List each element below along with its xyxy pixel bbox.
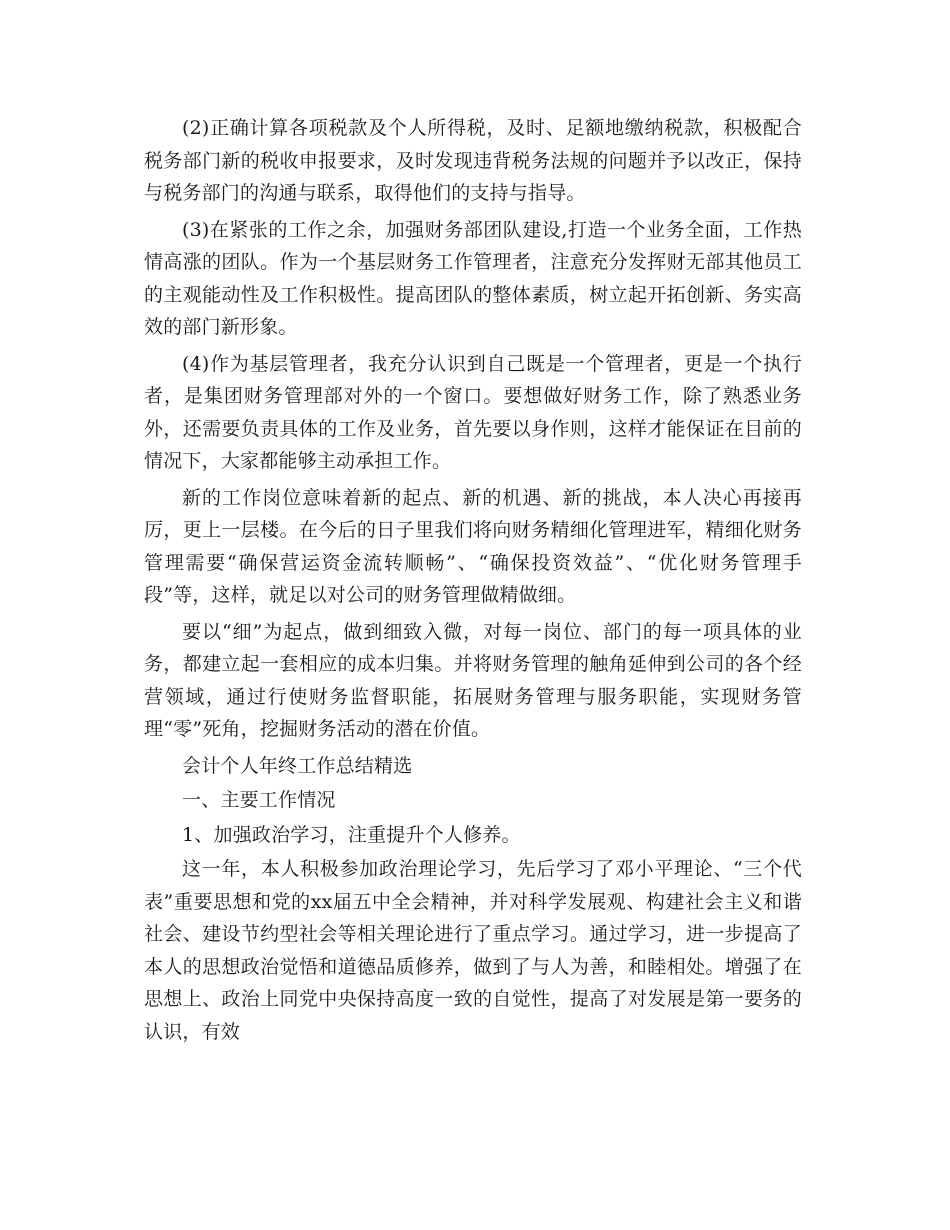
section-title: 会计个人年终工作总结精选: [182, 754, 413, 777]
paragraph-tax-item-2: (2)正确计算各项税款及个人所得税，及时、足额地缴纳税款，积极配合税务部门新的税收申报要求，及时发现违背税务法规的问题并予以改正，保持与税务部门的沟通与联系，取得他们的支持与指导。: [144, 117, 802, 204]
paragraph-team-item-3: (3)在紧张的工作之余，加强财务部团队建设,打造一个业务全面，工作热情高涨的团队。作为一个基层财务工作管理者，注意充分发挥财无部其他员工的主观能动性及工作积极性。提高团队的整体素质，树立起开拓创新、务实高效的部门新形象。: [144, 218, 802, 338]
paragraph-new-position: 新的工作岗位意味着新的起点、新的机遇、新的挑战，本人决心再接再厉，更上一层楼。在今后的日子里我们将向财务精细化管理进军，精细化财务管理需要“确保营运资金流转顺畅”、“确保投资效益”、“优化财务管理手段”等，这样，就足以对公司的财务管理做精做细。: [144, 486, 802, 606]
paragraph-political-study: 这一年，本人积极参加政治理论学习，先后学习了邓小平理论、“三个代表”重要思想和党的xx届五中全会精神，并对科学发展观、构建社会主义和谐社会、建设节约型社会等相关理论进行了重点学习。通过学习，进一步提高了本人的思想政治觉悟和道德品质修养，做到了与人为善，和睦相处。增强了在思想上、政治上同党中央保持高度一致的自觉性，提高了对发展是第一要务的认识，有效: [144, 858, 802, 1043]
paragraph-manager-item-4: (4)作为基层管理者，我充分认识到自己既是一个管理者，更是一个执行者，是集团财务管理部对外的一个窗口。要想做好财务工作，除了熟悉业务外，还需要负责具体的工作及业务，首先要以身作则，这样才能保证在目前的情况下，大家都能够主动承担工作。: [144, 352, 802, 472]
paragraph-refinement: 要以“细”为起点，做到细致入微，对每一岗位、部门的每一项具体的业务，都建立起一套相应的成本归集。并将财务管理的触角延伸到公司的各个经营领域，通过行使财务监督职能，拓展财务管理与服务职能，实现财务管理“零”死角，挖掘财务活动的潜在价值。: [144, 620, 802, 740]
subheading-political-study: 1、加强政治学习，注重提升个人修养。: [182, 823, 521, 846]
document-body: [144, 112, 802, 1052]
section-heading-main-work: 一、主要工作情况: [182, 789, 336, 811]
